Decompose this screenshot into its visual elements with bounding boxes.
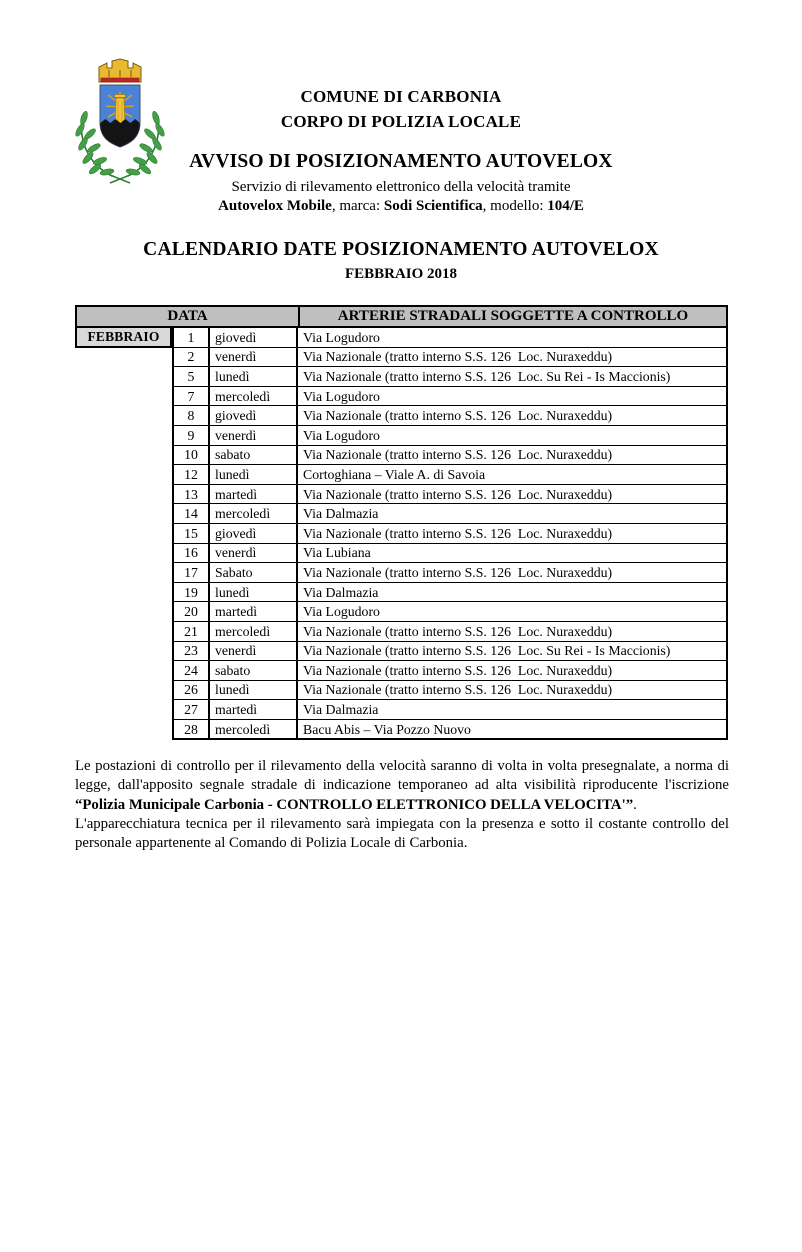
weekday-cell: martedì <box>209 602 297 622</box>
street-cell: Via Nazionale (tratto interno S.S. 126 Loc. Nuraxeddu) <box>297 661 727 681</box>
weekday-cell: giovedì <box>209 327 297 347</box>
calendar-title: CALENDARIO DATE POSIZIONAMENTO AUTOVELOX <box>143 239 659 260</box>
weekday-cell: venerdì <box>209 641 297 661</box>
weekday-cell: sabato <box>209 445 297 465</box>
table-row <box>173 386 727 406</box>
street-cell: Bacu Abis – Via Pozzo Nuovo <box>297 719 727 739</box>
weekday-cell: lunedì <box>209 465 297 485</box>
table-row <box>173 680 727 700</box>
day-cell: 26 <box>173 680 209 700</box>
table-row <box>173 582 727 602</box>
day-cell: 9 <box>173 425 209 445</box>
day-cell: 8 <box>173 406 209 426</box>
table-row <box>173 327 727 347</box>
table-row <box>173 347 727 367</box>
weekday-cell: martedì <box>209 484 297 504</box>
day-cell: 16 <box>173 543 209 563</box>
day-cell: 24 <box>173 661 209 681</box>
table-row <box>173 621 727 641</box>
org-department: CORPO DI POLIZIA LOCALE <box>280 112 522 131</box>
weekday-cell: venerdì <box>209 347 297 367</box>
weekday-cell: giovedì <box>209 406 297 426</box>
table-row <box>173 445 727 465</box>
notice-title: AVVISO DI POSIZIONAMENTO AUTOVELOX <box>189 151 613 172</box>
street-cell: Via Nazionale (tratto interno S.S. 126 Loc. Su Rei - Is Maccionis) <box>297 641 727 661</box>
weekday-cell: lunedì <box>209 582 297 602</box>
day-cell: 2 <box>173 347 209 367</box>
column-header-data: DATA <box>77 307 300 326</box>
street-cell: Via Dalmazia <box>297 700 727 720</box>
street-cell: Via Nazionale (tratto interno S.S. 126 Loc. Nuraxeddu) <box>297 445 727 465</box>
weekday-cell: Sabato <box>209 563 297 583</box>
street-cell: Via Dalmazia <box>297 504 727 524</box>
day-cell: 1 <box>173 327 209 347</box>
street-cell: Via Logudoro <box>297 327 727 347</box>
day-cell: 13 <box>173 484 209 504</box>
table-row <box>173 563 727 583</box>
day-cell: 20 <box>173 602 209 622</box>
day-cell: 10 <box>173 445 209 465</box>
column-header-arterie: ARTERIE STRADALI SOGGETTE A CONTROLLO <box>337 308 689 324</box>
crown-icon <box>99 59 141 82</box>
day-cell: 15 <box>173 523 209 543</box>
street-cell: Cortoghiana – Viale A. di Savoia <box>297 465 727 485</box>
day-cell: 27 <box>173 700 209 720</box>
document-header <box>37 84 765 216</box>
street-cell: Via Dalmazia <box>297 582 727 602</box>
day-cell: 14 <box>173 504 209 524</box>
table-row <box>173 465 727 485</box>
calendar-table <box>172 326 728 740</box>
table-row <box>173 661 727 681</box>
street-cell: Via Nazionale (tratto interno S.S. 126 Loc. Nuraxeddu) <box>297 406 727 426</box>
weekday-cell: giovedì <box>209 523 297 543</box>
street-cell: Via Nazionale (tratto interno S.S. 126 Loc. Nuraxeddu) <box>297 523 727 543</box>
weekday-cell: mercoledì <box>209 504 297 524</box>
street-cell: Via Logudoro <box>297 602 727 622</box>
day-cell: 19 <box>173 582 209 602</box>
street-cell: Via Lubiana <box>297 543 727 563</box>
day-cell: 17 <box>173 563 209 583</box>
street-cell: Via Nazionale (tratto interno S.S. 126 Loc. Nuraxeddu) <box>297 680 727 700</box>
calendar-month-year: FEBBRAIO 2018 <box>344 266 458 282</box>
notice-subtitle: Servizio di rilevamento elettronico della velocità tramite <box>231 179 571 195</box>
table-header-row <box>75 305 728 328</box>
table-row <box>173 700 727 720</box>
table-row <box>173 406 727 426</box>
month-cell: FEBBRAIO <box>75 326 172 348</box>
footer-text <box>75 757 729 853</box>
weekday-cell: sabato <box>209 661 297 681</box>
day-cell: 7 <box>173 386 209 406</box>
street-cell: Via Logudoro <box>297 425 727 445</box>
footer-paragraph-1: Le postazioni di controllo per il rilevamento della velocità saranno di volta in volta presegnalate, a norma di legge, dall'apposito segnale stradale di indicazione temporaneo ad alta visibilità riproducente l'iscrizione “Polizia Municipale Carbonia - CONTROLLO ELETTRONICO DELLA VELOCITA'”. <box>75 758 729 813</box>
weekday-cell: lunedì <box>209 680 297 700</box>
day-cell: 12 <box>173 465 209 485</box>
table-row <box>173 484 727 504</box>
footer-paragraph-2: L'apparecchiatura tecnica per il rilevamento sarà impiegata con la presenza e sotto il costante controllo del personale appartenente al Comando di Polizia Locale di Carbonia. <box>75 815 729 852</box>
street-cell: Via Nazionale (tratto interno S.S. 126 Loc. Nuraxeddu) <box>297 621 727 641</box>
device-description: Autovelox Mobile, marca: Sodi Scientifica, modello: 104/E <box>218 198 584 214</box>
day-cell: 21 <box>173 621 209 641</box>
weekday-cell: mercoledì <box>209 621 297 641</box>
table-row <box>173 719 727 739</box>
table-row <box>173 602 727 622</box>
day-cell: 28 <box>173 719 209 739</box>
street-cell: Via Nazionale (tratto interno S.S. 126 Loc. Su Rei - Is Maccionis) <box>297 367 727 387</box>
street-cell: Via Logudoro <box>297 386 727 406</box>
table-row <box>173 504 727 524</box>
weekday-cell: mercoledì <box>209 719 297 739</box>
table-row <box>173 543 727 563</box>
weekday-cell: lunedì <box>209 367 297 387</box>
day-cell: 23 <box>173 641 209 661</box>
org-name: COMUNE DI CARBONIA <box>300 87 502 106</box>
weekday-cell: martedì <box>209 700 297 720</box>
weekday-cell: venerdì <box>209 543 297 563</box>
table-row <box>173 523 727 543</box>
table-row <box>173 425 727 445</box>
street-cell: Via Nazionale (tratto interno S.S. 126 Loc. Nuraxeddu) <box>297 347 727 367</box>
calendar-heading <box>37 238 765 283</box>
table-row <box>173 641 727 661</box>
street-cell: Via Nazionale (tratto interno S.S. 126 Loc. Nuraxeddu) <box>297 484 727 504</box>
day-cell: 5 <box>173 367 209 387</box>
street-cell: Via Nazionale (tratto interno S.S. 126 Loc. Nuraxeddu) <box>297 563 727 583</box>
table-row <box>173 367 727 387</box>
weekday-cell: venerdì <box>209 425 297 445</box>
weekday-cell: mercoledì <box>209 386 297 406</box>
